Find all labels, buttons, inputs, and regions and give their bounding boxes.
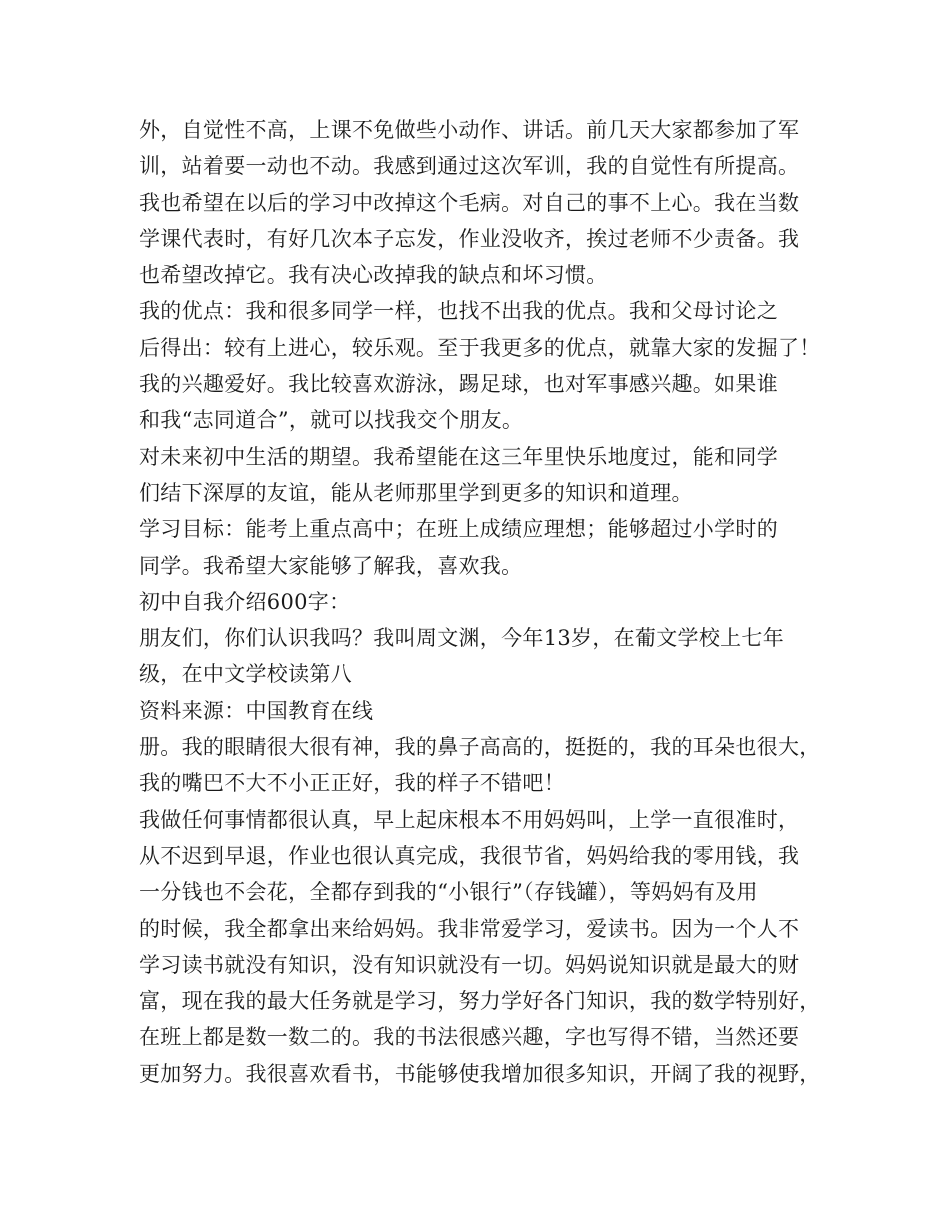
text-line: 我的优点：我和很多同学一样，也找不出我的优点。我和父母讨论之 [139,299,778,324]
text-line: 我的兴趣爱好。我比较喜欢游泳，踢足球，也对军事感兴趣。如果谁 [139,372,778,397]
text-line: 对未来初中生活的期望。我希望能在这三年里快乐地度过，能和同学 [139,444,778,469]
source-note: 资料来源：中国教育在线 [139,698,374,723]
text-line: 一分钱也不会花，全都存到我的“小银行”（存钱罐），等妈妈有及用 [139,880,758,905]
text-line: 级，在中文学校读第八 [139,662,352,687]
text-line: 册。我的眼睛很大很有神，我的鼻子高高的，挺挺的，我的耳朵也很大， [139,735,821,760]
text-line: 也希望改掉它。我有决心改掉我的缺点和坏习惯。 [139,263,608,288]
text-line: 在班上都是数一数二的。我的书法很感兴趣，字也写得不错，当然还要 [139,1025,800,1050]
text-line: 朋友们，你们认识我吗？我叫周文渊，今年13岁，在葡文学校上七年 [139,626,785,651]
text-line: 我的嘴巴不大不小正正好，我的样子不错吧！ [139,771,565,796]
text-line: 我做任何事情都很认真，早上起床根本不用妈妈叫，上学一直很准时， [139,807,800,832]
text-line: 们结下深厚的友谊，能从老师那里学到更多的知识和道理。 [139,480,693,505]
section-heading: 初中自我介绍600字： [139,589,351,614]
text-line: 学习读书就没有知识，没有知识就没有一切。妈妈说知识就是最大的财 [139,952,800,977]
text-line: 后得出：较有上进心，较乐观。至于我更多的优点，就靠大家的发掘了！ [139,335,821,360]
text-line: 的时候，我全都拿出来给妈妈。我非常爱学习，爱读书。因为一个人不 [139,916,800,941]
text-line: 同学。我希望大家能够了解我，喜欢我。 [139,553,523,578]
text-line: 外，自觉性不高，上课不免做些小动作、讲话。前几天大家都参加了军 [139,118,800,142]
body-text [139,112,839,1092]
text-line: 我也希望在以后的学习中改掉这个毛病。对自己的事不上心。我在当数 [139,190,800,215]
text-line: 和我“志同道合”，就可以找我交个朋友。 [139,408,524,433]
text-line: 从不迟到早退，作业也很认真完成，我很节省，妈妈给我的零用钱，我 [139,843,800,868]
text-line: 学课代表时，有好几次本子忘发，作业没收齐，挨过老师不少责备。我 [139,226,800,251]
text-line: 更加努力。我很喜欢看书，书能够使我增加很多知识，开阔了我的视野， [139,1061,821,1086]
text-line: 学习目标：能考上重点高中；在班上成绩应理想；能够超过小学时的 [139,517,778,542]
text-line: 训，站着要一动也不动。我感到通过这次军训，我的自觉性有所提高。 [139,154,800,179]
text-line: 富，现在我的最大任务就是学习，努力学好各门知识，我的数学特别好， [139,989,821,1014]
